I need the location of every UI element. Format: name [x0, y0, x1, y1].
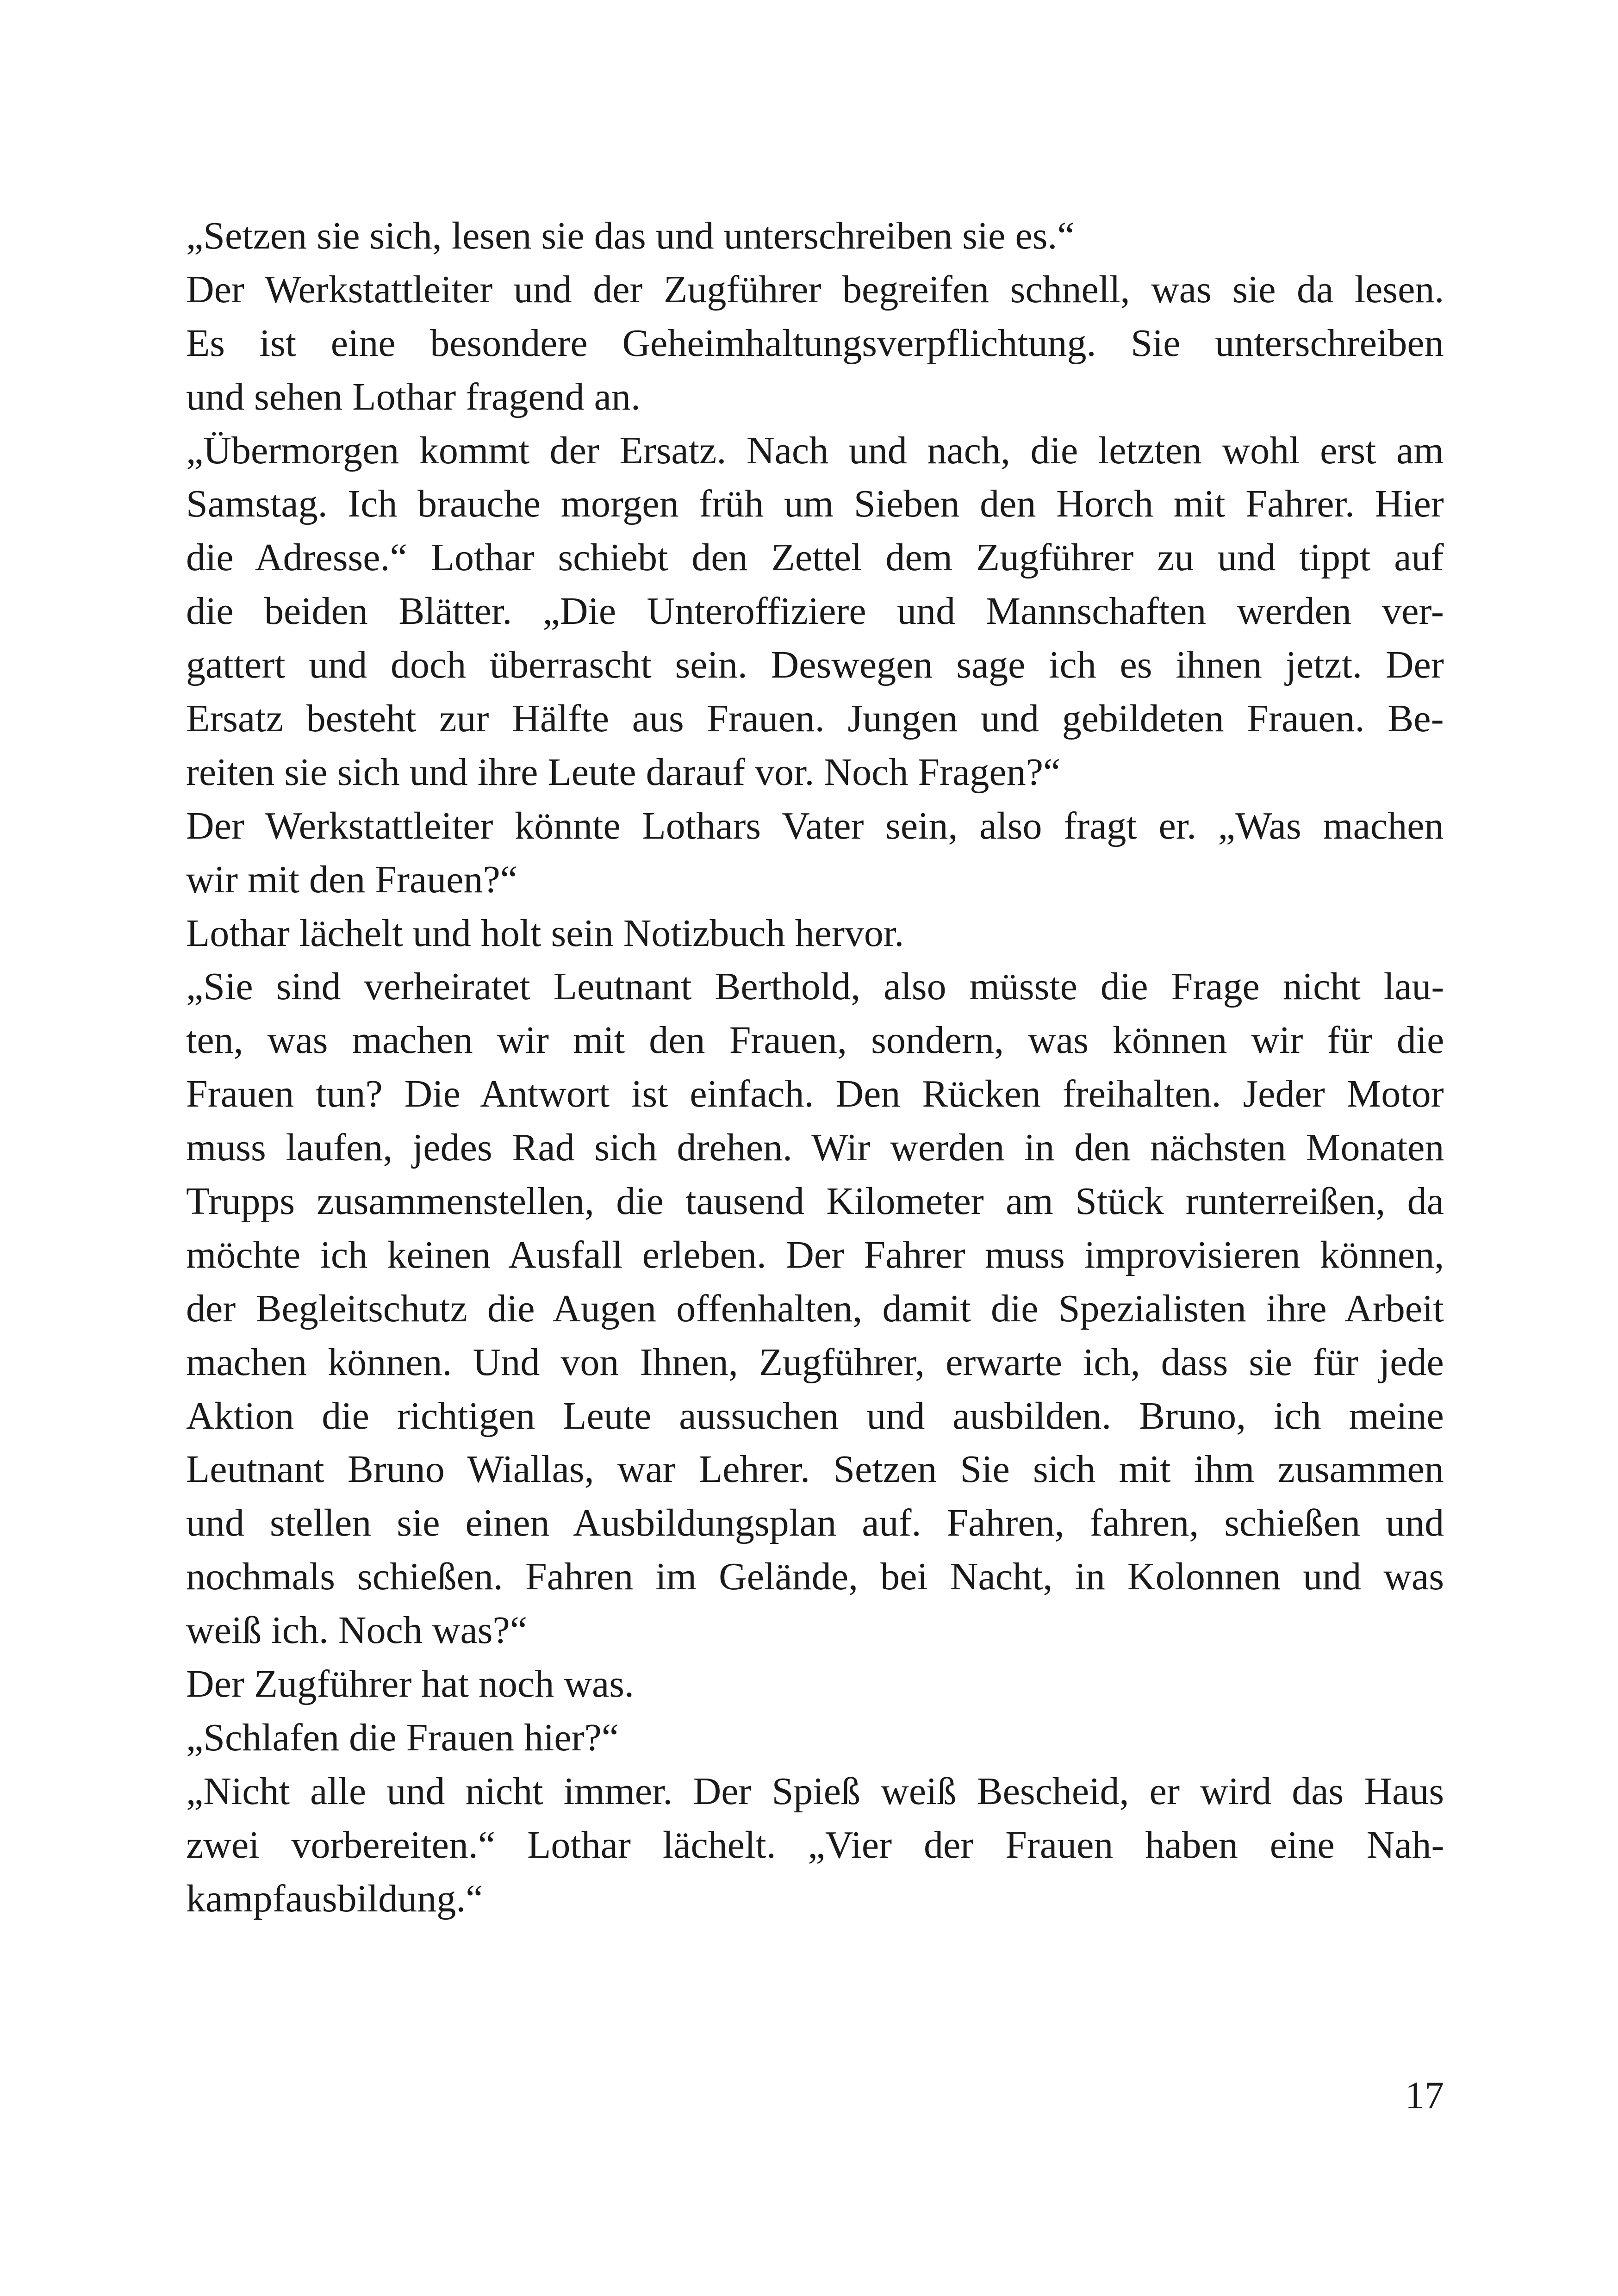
text-line: zwei vorbereiten.“ Lothar lächelt. „Vier der Frauen haben eine Nah- — [186, 1823, 1444, 1867]
text-line: Leutnant Bruno Wiallas, war Lehrer. Setzen Sie sich mit ihm zusammen — [186, 1448, 1444, 1491]
text-line: möchte ich keinen Ausfall erleben. Der Fahrer muss improvisieren können, — [186, 1233, 1444, 1276]
text-line: „Sie sind verheiratet Leutnant Berthold, also müsste die Frage nicht lau- — [186, 965, 1444, 1008]
text-line: „Übermorgen kommt der Ersatz. Nach und nach, die letzten wohl erst am — [186, 429, 1444, 472]
text-line: die beiden Blätter. „Die Unteroffiziere und Mannschaften werden ver- — [186, 590, 1444, 633]
text-line: weiß ich. Noch was?“ — [186, 1609, 528, 1652]
text-line: reiten sie sich und ihre Leute darauf vor. Noch Fragen?“ — [186, 750, 1061, 794]
text-line: Der Zugführer hat noch was. — [186, 1662, 634, 1706]
text-line: der Begleitschutz die Augen offenhalten, damit die Spezialisten ihre Arbeit — [186, 1287, 1444, 1330]
text-line: ten, was machen wir mit den Frauen, sondern, was können wir für die — [186, 1019, 1444, 1062]
text-line: Samstag. Ich brauche morgen früh um Sieben den Horch mit Fahrer. Hier — [186, 482, 1444, 526]
text-line: „Schlafen die Frauen hier?“ — [186, 1716, 619, 1759]
text-line: Aktion die richtigen Leute aussuchen und ausbilden. Bruno, ich meine — [186, 1394, 1444, 1437]
text-line: Der Werkstattleiter könnte Lothars Vater sein, also fragt er. „Was machen — [186, 804, 1444, 847]
text-line: muss laufen, jedes Rad sich drehen. Wir werden in den nächsten Monaten — [186, 1126, 1444, 1170]
text-line: „Setzen sie sich, lesen sie das und unterschreiben sie es.“ — [186, 214, 1075, 257]
text-line: gattert und doch überrascht sein. Deswegen sage ich es ihnen jetzt. Der — [186, 643, 1444, 687]
text-line: und stellen sie einen Ausbildungsplan auf. Fahren, fahren, schießen und — [186, 1501, 1444, 1545]
text-line: wir mit den Frauen?“ — [186, 858, 518, 901]
text-line: Lothar lächelt und holt sein Notizbuch hervor. — [186, 911, 904, 955]
text-line: und sehen Lothar fragend an. — [186, 375, 641, 418]
text-line: Trupps zusammenstellen, die tausend Kilometer am Stück runterreißen, da — [186, 1180, 1444, 1223]
text-line: „Nicht alle und nicht immer. Der Spieß weiß Bescheid, er wird das Haus — [186, 1769, 1444, 1813]
text-line: die Adresse.“ Lothar schiebt den Zettel dem Zugführer zu und tippt auf — [186, 536, 1444, 579]
text-line: Ersatz besteht zur Hälfte aus Frauen. Jungen und gebildeten Frauen. Be- — [186, 697, 1444, 740]
text-line: machen können. Und von Ihnen, Zugführer, erwarte ich, dass sie für jede — [186, 1340, 1444, 1384]
text-line: Frauen tun? Die Antwort ist einfach. Den Rücken freihalten. Jeder Motor — [186, 1072, 1444, 1116]
text-line: kampfausbildung.“ — [186, 1877, 483, 1920]
body-text — [186, 209, 1444, 1926]
text-line: Es ist eine besondere Geheimhaltungsverpflichtung. Sie unterschreiben — [186, 321, 1444, 365]
text-line: Der Werkstattleiter und der Zugführer begreifen schnell, was sie da lesen. — [186, 268, 1444, 311]
page-number: 17 — [1405, 2074, 1444, 2117]
text-line: nochmals schießen. Fahren im Gelände, bei Nacht, in Kolonnen und was — [186, 1555, 1444, 1599]
